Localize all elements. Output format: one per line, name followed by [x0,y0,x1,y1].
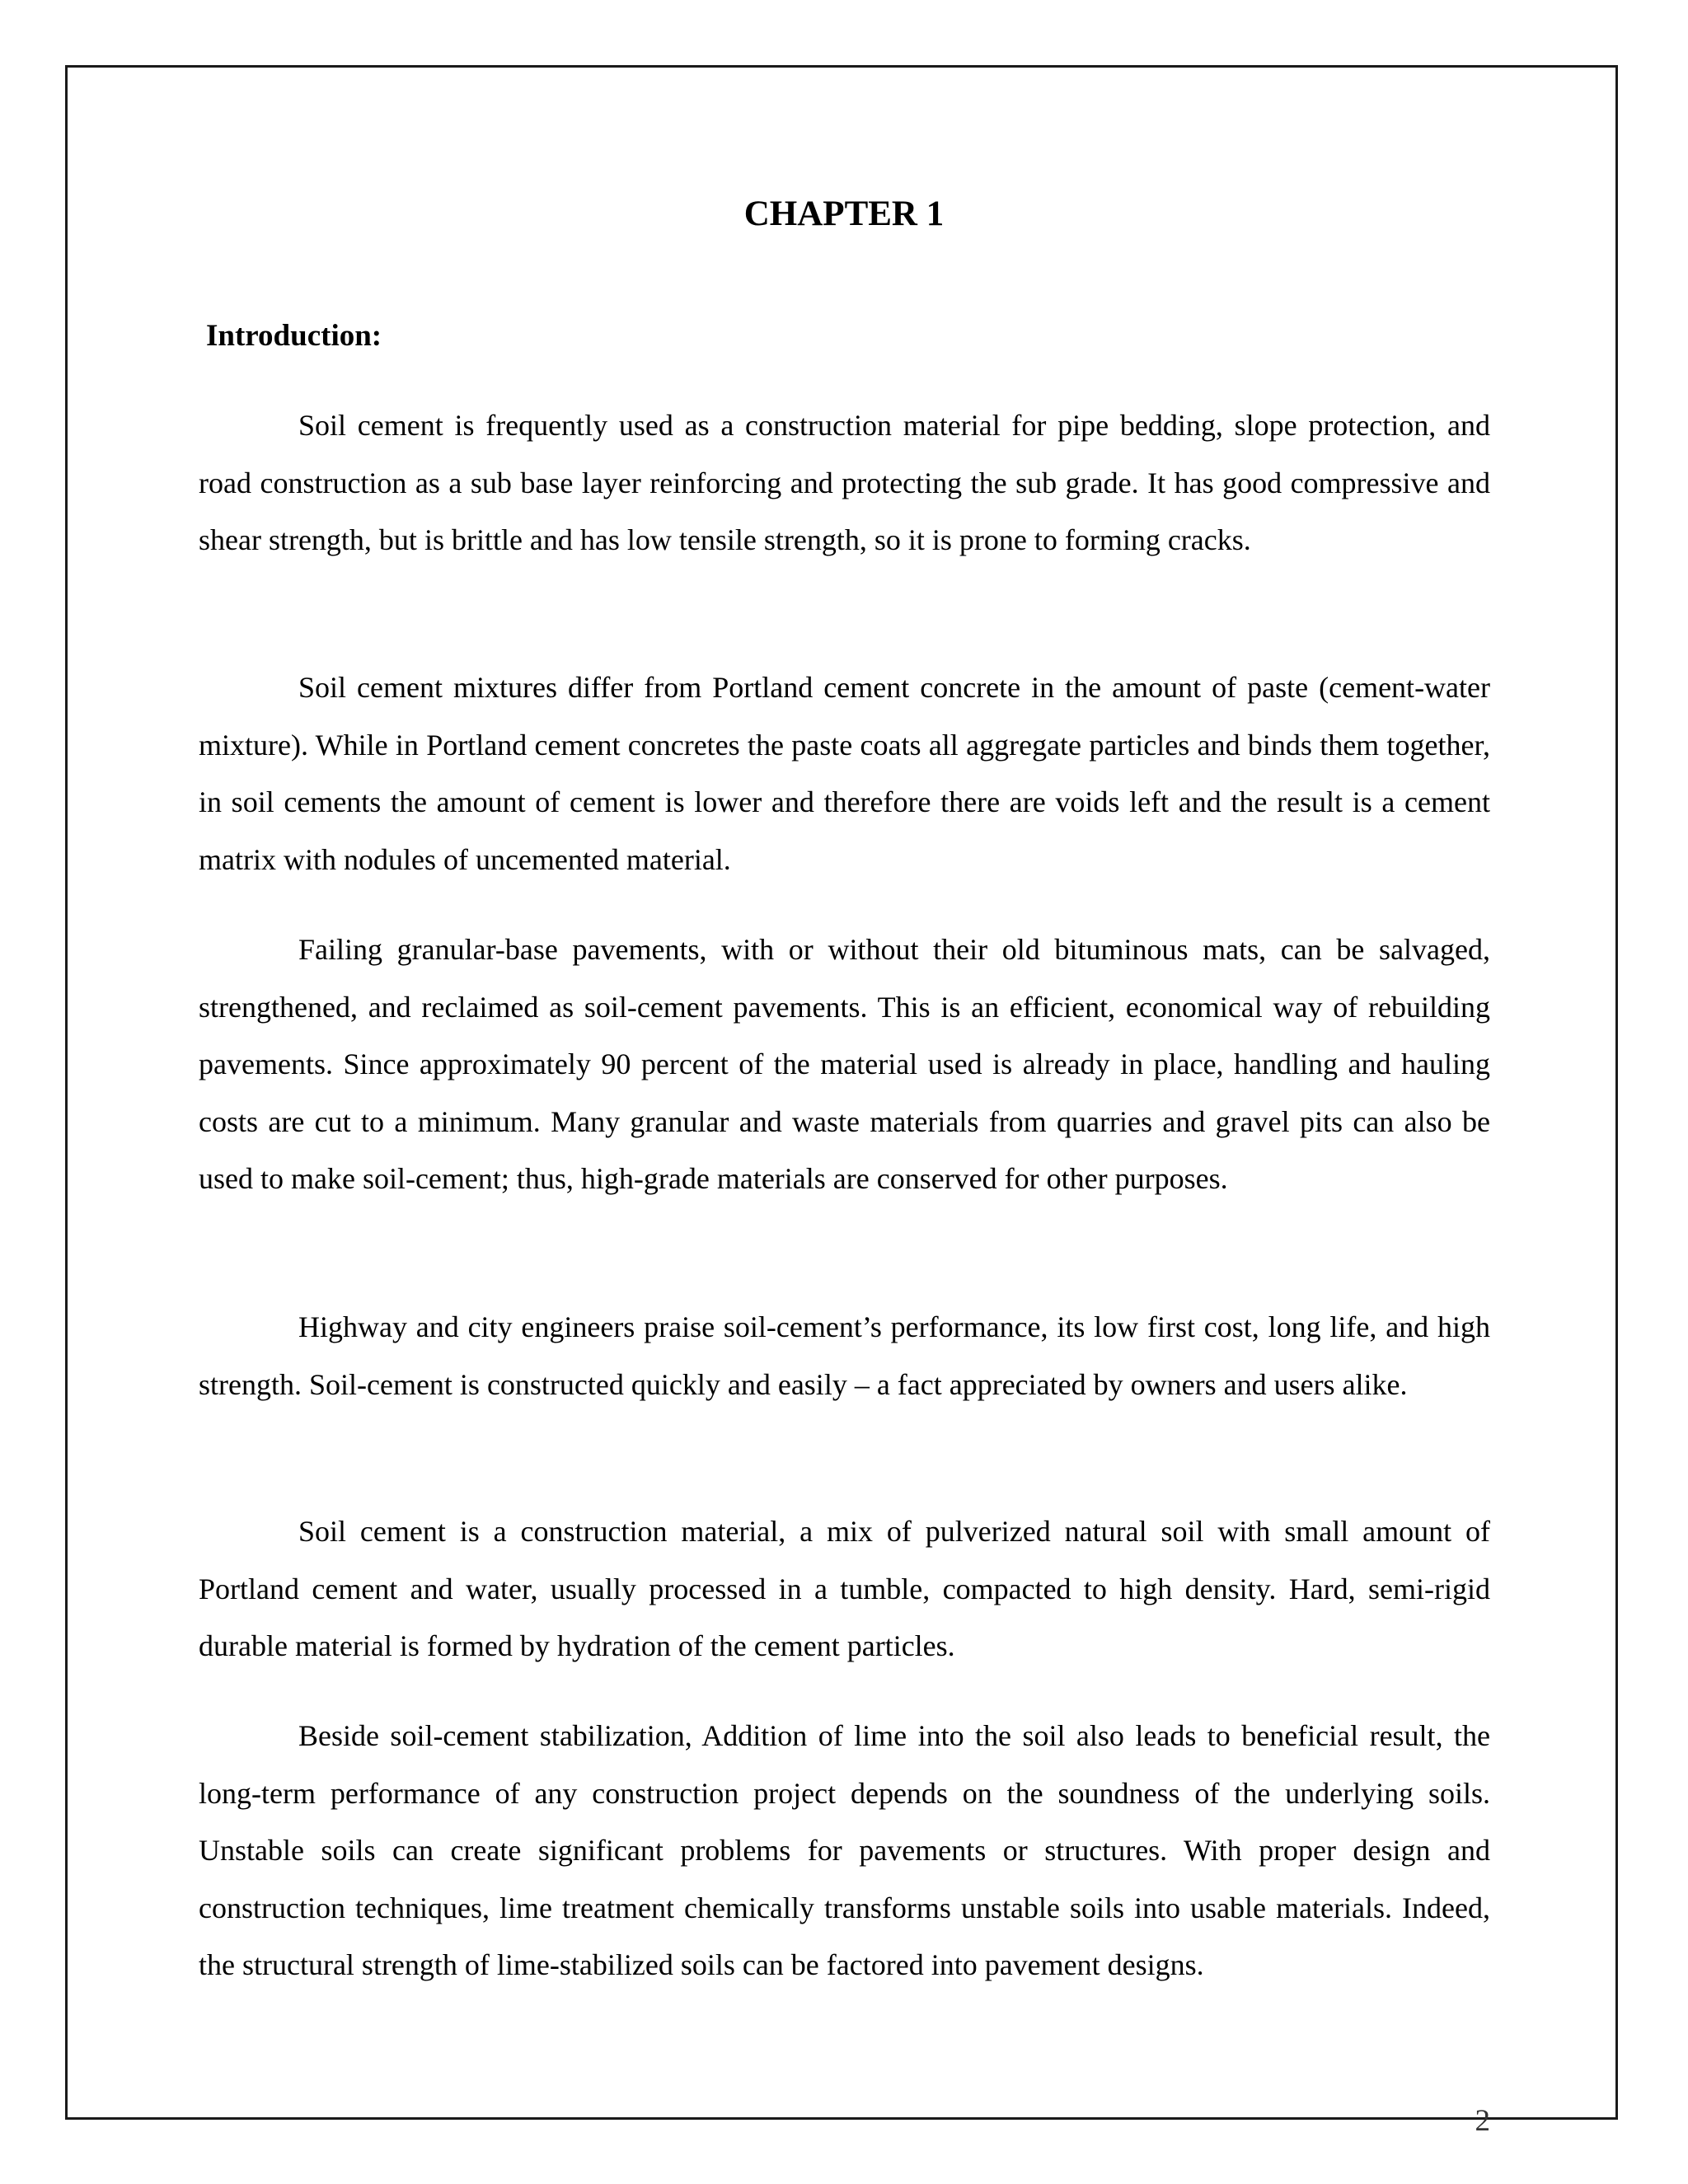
paragraph-1: Soil cement is frequently used as a construction material for pipe bedding, slope protection, and road construction as a sub base layer reinforcing and protecting the sub grade. It has good compressive and shear strength, but is brittle and has low tensile strength, so it is prone to forming cracks. [199,409,1490,556]
page-number: 2 [1475,2104,1490,2138]
paragraph-3: Failing granular-base pavements, with or without their old bituminous mats, can be salvaged, strengthened, and reclaimed as soil-cement pavements. This is an efficient, economical way of rebuilding pavements. Since approximately 90 percent of the material used is already in place, handling and hauling costs are cut to a minimum. Many granular and waste materials from quarries and gravel pits can also be used to make soil-cement; thus, high-grade materials are conserved for other purposes. [199,933,1490,1195]
paragraph-2: Soil cement mixtures differ from Portland cement concrete in the amount of paste (cement-water mixture). While in Portland cement concretes the paste coats all aggregate particles and binds them together, in soil cements the amount of cement is lower and therefore there are voids left and the result is a cement matrix with nodules of uncemented material. [199,671,1490,876]
paragraph-5: Soil cement is a construction material, a mix of pulverized natural soil with small amount of Portland cement and water, usually processed in a tumble, compacted to high density. Hard, semi-rigid durable material is formed by hydration of the cement particles. [199,1515,1490,1662]
paragraph-6: Beside soil-cement stabilization, Addition of lime into the soil also leads to beneficial result, the long-term performance of any construction project depends on the soundness of the underlying soils. Unstable soils can create significant problems for pavements or structures. With proper design and construction techniques, lime treatment chemically transforms unstable soils into usable materials. Indeed, the structural strength of lime-stabilized soils can be factored into pavement designs. [199,1719,1490,1981]
chapter-title: CHAPTER 1 [743,194,945,233]
section-heading: Introduction: [206,319,382,353]
paragraph-4: Highway and city engineers praise soil-cement’s performance, its low first cost, long life, and high strength. Soil-cement is constructed quickly and easily – a fact appreciated by owners and users alike. [199,1310,1490,1401]
